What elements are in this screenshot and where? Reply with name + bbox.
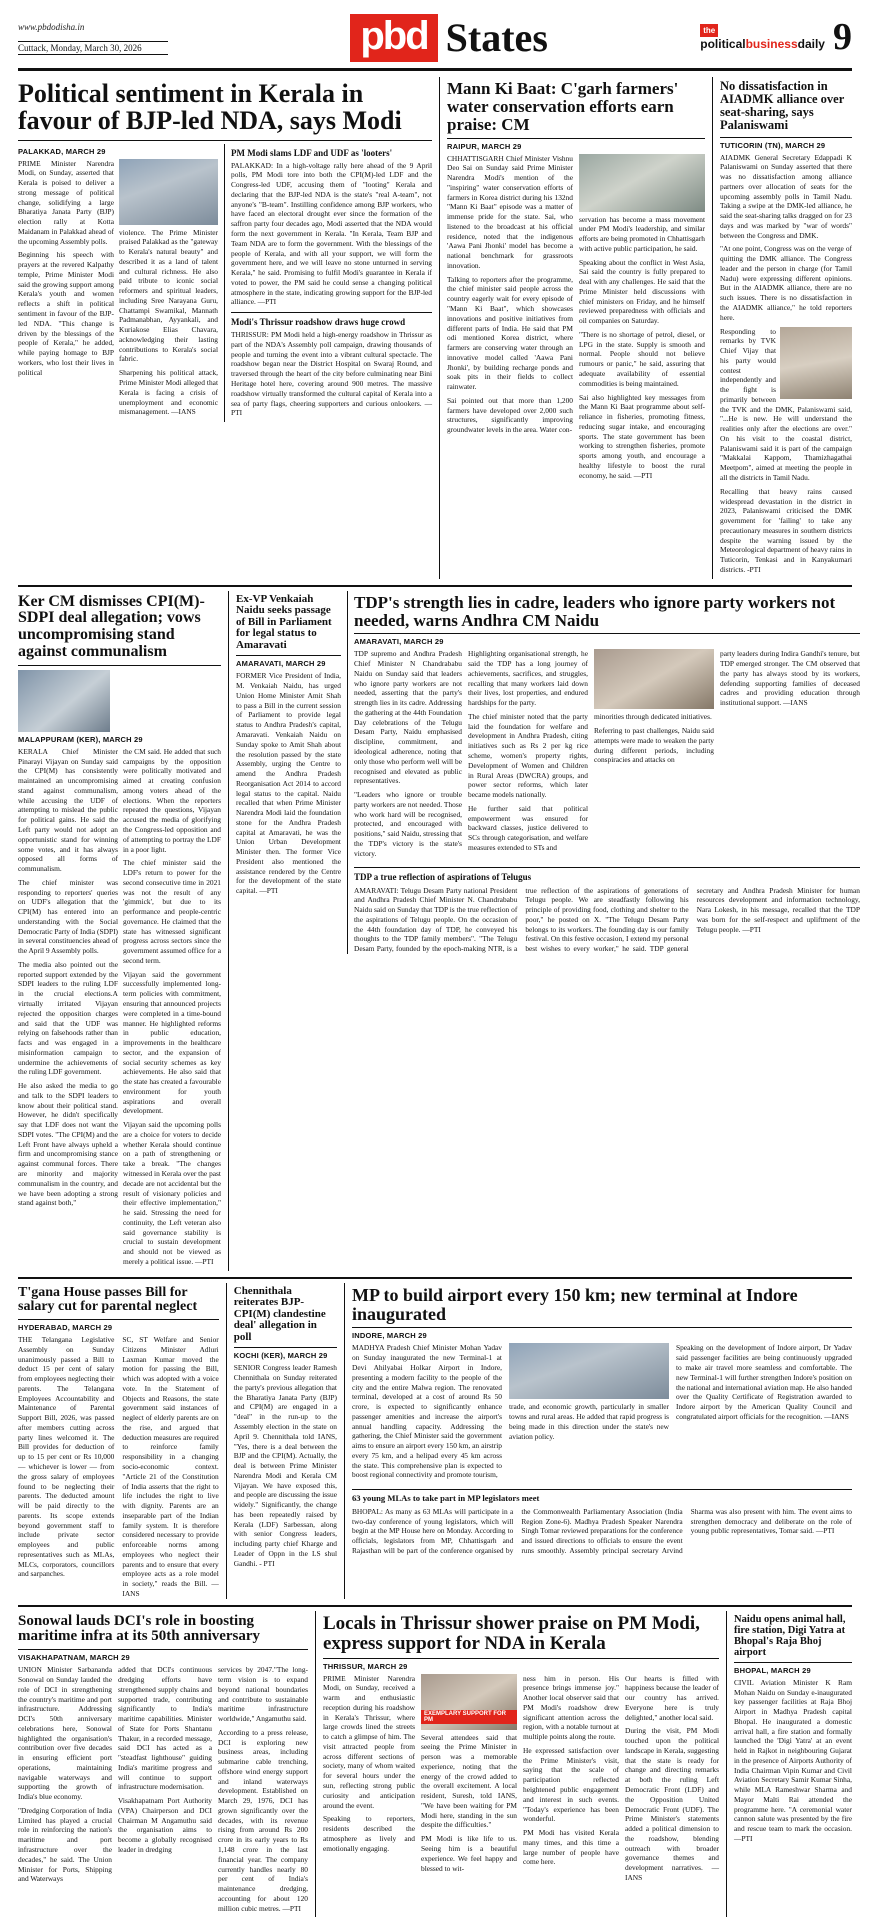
tdp-c1: minorities through dedicated initiatives. xyxy=(594,712,712,722)
lead-sub1-headline: PM Modi slams LDF and UDF as 'looters' xyxy=(231,147,393,158)
sonowal-p1: UNION Minister Sarbananda Sonowal on Sunday lauded the role of DCI in strengthening the country's maritime and port infrastructure. Addressing DCI's 50th anniversary celebrations here, Sonowal highlighted the organisation's contribution over five decades in ensuring efficient port operations, maintaining navigable waterways and supporting the growth of India's blue economy. xyxy=(18,1665,112,1802)
exvp-headline: Ex-VP Venkaiah Naidu seeks passage of Bill in Parliament for legal status to Amaravati xyxy=(236,592,332,651)
aiadmk-photo xyxy=(780,327,852,399)
thrissur-p3: Several attendees said that seeing the Prime Minister in person was a memorable experience, noting that the energy of the crowd added to the overall excitement. A local resident, Suresh, told IANS, "We have been waiting for PM Modi here, standing in the sun despite the difficulties." xyxy=(421,1732,517,1830)
kercm-p6: The chief minister said the LDF's return to power for the second consecutive time in 2021 was not the result of any 'gimmick', but due to its performance and people-centric governance. He claimed that the state has witnessed significant progress across sectors since the government assumed office for a second term. xyxy=(123,858,221,965)
chennithala-p1: SENIOR Congress leader Ramesh Chennithala on Sunday reiterated the party's previous allegation that the Bharatiya Janata Party (BJP) and CPI(M) are engaged in a "deal" in the run-up to the Assembly election in the state on April 9. Chennithala told IANS, "Yes, there is a deal between the BJP and the CPI(M). Actually, the deal is between Prime Minister Narendra Modi and Kerala CM Vijayan. We have exposed this, and people are discussing the issue widely." Significantly, the change has been repeatedly raised by Kerala (LDF) Sarbessan, along with senior Congress leaders, including party chief Kharge and Leader of Oppn in the LS shul Gandhi. - PTI xyxy=(233,1363,337,1568)
aiadmk-dateline: TUTICORIN (TN), MARCH 29 xyxy=(720,140,826,150)
thrissur-p2: Speaking to reporters, residents described the atmosphere as lively and emotionally engaging. xyxy=(323,1814,415,1853)
dateline: PALAKKAD, MARCH 29 xyxy=(18,146,106,156)
tdp-b1: Highlighting organisational strength, he said the TDP has a long journey of achievements, sacrifices, and struggles, recalling that many workers laid down their lives, lost properties, and endured hardships for the party. xyxy=(468,649,588,708)
mp-sub-body: BHOPAL: As many as 63 MLAs will participate in a two-day conference of young legislators, which will begin at the MP House here on Monday. According to officials, legislators from MP, Chhattisgarh and Rajasthan will be part of the conference organised by the Commonwealth Parliamentary Association (India Region Zone-6). Madhya Pradesh Speaker Narendra Singh Tomar reviewed preparations for the conference and issued directions to officials to ensure the event runs smoothly. Assembly principal secretary Arvind Sharma was also present with him. The event aims to strengthen democracy and deliberate on the role of young public representatives, Tomar said. —PTI xyxy=(352,1506,852,1555)
brand-wordmark xyxy=(700,23,825,51)
kercm-p2: The chief minister was responding to reporters' queries on UDF's allegation that the CPI(M) has entered into an understanding with the Social Democratic Party of India (SDPI) in several constituencies ahead of the April 9 Assembly polls. xyxy=(18,877,118,956)
thrissur-p1: PRIME Minister Narendra Modi, on Sunday, received a warm and enthusiastic reception during his roadshow in Kerala's Thrissur, where large crowds lined the streets to catch a glimpse of him. The visit attracted people from across different sections of society, many of whom waited for several hours under the sun, reflecting strong public curiosity and anticipation around the event. xyxy=(323,1673,415,1810)
thrissur-p5: ness him in person. His presence brings immense joy." Another local observer said that PM Modi's roadshow drew significant attention across the region, with a notable turnout at multiple points along the route. xyxy=(523,1673,619,1742)
kercm-p5: the CM said. He added that such campaigns by the opposition were politically motivated and aimed at creating confusion among voters ahead of the elections. When the reporters repeated the questions, Vijayan accused the media of glorifying the Congress-led opposition and of attempting to portray the LDF in a poor light. xyxy=(123,746,221,854)
naidu-dateline: BHOPAL, MARCH 29 xyxy=(734,1665,811,1675)
mann-p4: servation has become a mass movement under PM Modi's leadership, and similar efforts are being promoted in Chhattisgarh with active public participation, he said. xyxy=(579,214,705,253)
kercm-dateline: MALAPPURAM (KER), MARCH 29 xyxy=(18,734,143,744)
row-top xyxy=(18,77,852,579)
tdp-sub-headline: TDP a true reflection of aspirations of Telugus xyxy=(354,872,532,883)
sonowal-p5: services by 2047."The long-term vision is to expand beyond national boundaries and contribute to sustainable maritime infrastructure worldwide," Angamuthu said. xyxy=(218,1665,308,1724)
mann-p3: Sai pointed out that more than 1,200 farmers have developed over 2,000 such structures, significantly improving groundwater levels in the area. Water con- xyxy=(447,395,573,435)
sonowal-dateline: VISAKHAPATNAM, MARCH 29 xyxy=(18,1653,130,1663)
mpairport-p1: MADHYA Pradesh Chief Minister Mohan Yadav on Sunday inaugurated the new Terminal-1 at Devi Ahilyabai Holkar Airport in Indore, presenting a modern facility to the people of the city and the entire Malwa region. The renovated terminal, developed at a cost of around Rs 50 crore, is expected to significantly enhance passenger amenities and increase the airport's annual handling capacity. Addressing the gathering, the Chief Minister said the government aims to ensure an airport every 150 km, an airstrip every 75 km, and a helipad every 45 km across the state. This comprehensive plan is expected to boost regional connectivity and promote tourism, xyxy=(352,1343,502,1480)
tdp-b2: The chief minister noted that the party laid the foundation for welfare and development in Andhra Pradesh, citing initiatives such as Rs 2 per kg rice scheme, women's property rights, Development of Women and Children in Rural Areas (DWCRA) groups, and power sector reforms, which later became models nationally. xyxy=(468,711,588,800)
kercm-p7: Vijayan said the government successfully implemented long-term policies with commitment, ensuring that announced projects were completed in a time-bound manner. He highlighted reforms in public education, improvements in the healthcare sector, and the expansion of social security schemes as key achievements. He also said that the state has created a favourable environment for youth aspirations and overall development. xyxy=(123,969,221,1116)
mpairport-p2: trade, and economic growth, particularly in smaller towns and rural areas. He added that rapid progress is being made in this direction under the state's new aviation policy. xyxy=(509,1402,669,1441)
article-mp-airport xyxy=(344,1283,852,1599)
sonowal-p3: added that DCI's continuous dredging efforts have strengthened supply chains and supported trade, contributing significantly to India's maritime capabilities. Minister of State for Ports Shantanu Thakur, in a recorded message, said DCI has acted as a "steadfast lighthouse" guiding India's maritime progress and will continue to support infrastructure modernisation. xyxy=(118,1665,212,1792)
mpairport-photo xyxy=(509,1343,669,1399)
mann-p2: Talking to reporters after the programme, the chief minister said people across the country eagerly wait for every episode of "Mann Ki Baat", which showcases innovations and positive initiatives from different parts of India. He said that PM odi mentioned Korea district, where farmers are conserving water through an innovative model called 'Aawa Pani Jhonki', by building recharge ponds and soak pits in their fields to collect rainwater. xyxy=(447,274,573,392)
photo-banner: EXEMPLARY SUPPORT FOR PM xyxy=(421,1710,517,1724)
article-telangana xyxy=(18,1283,226,1599)
lead-p3: violence. The Prime Minister praised Palakkad as the "gateway to Kerala's natural beauty" and described it as a land of talent and cultural richness. He also paid tribute to iconic social reformers and spiritual leaders, including Sree Narayana Guru, Chattampi Swamikal, Mannath Padmanabhan, Ayyankali, and Kuriakose Elias Chavara, acknowledging their lasting contributions to Kerala's social fabric. xyxy=(119,227,218,364)
row-third xyxy=(18,1283,852,1599)
thrissur-p6: He expressed satisfaction over the Prime Minister's visit, saying that the scale of participation reflected heightened public engagement and interest in such events. "Today's experience has been wonderful. xyxy=(523,1745,619,1824)
tgana-p1: THE Telangana Legislative Assembly on Sunday unanimously passed a Bill to deduct 15 per cent of salary from employees neglecting their parents. The Telangana Employees Accountability and Maintenance of Parental Support Bill, 2026, was passed after members cutting across party lines welcomed it. The Bill provides for deduction of up to 15 per cent or Rs 10,000 — whichever is lower — from the gross salary of employees found to be neglecting their parents. The deducted amount will be paid directly to the parents. Its scope extends beyond government staff to include private sector employees and public representatives such as MLAs, MLCs, corporators, councillors and sarpanches. xyxy=(18,1335,115,1579)
row-bottom xyxy=(18,1611,852,1918)
lead-p4: Sharpening his political attack, Prime Minister Modi alleged that Kerala is facing a crisis of unemployment and economic mismanagement. —IANS xyxy=(119,368,218,417)
article-exvp xyxy=(236,591,347,954)
article-aiadmk xyxy=(712,77,852,579)
sonowal-p6: According to a press release, DCI is exploring new business areas, including submarine cable trenching, offshore wind energy support and inland waterways development. Established on March 29, 1976, DCI has grown significantly over the decades, with its revenue rising from around Rs 200 crore in its early years to Rs 1,148 crore in the last financial year. The company currently handles nearly 80 per cent of India's maintenance dredging, accounting for about 120 million cubic metres. —PTI xyxy=(218,1727,308,1913)
tgana-headline: T'gana House passes Bill for salary cut for parental neglect xyxy=(18,1284,198,1315)
thrissur-p9: During the visit, PM Modi touched upon the political landscape in Kerala, suggesting that the state is ready for change and directing remarks at both the ruling Left Democratic Front (LDF) and the Opposition United Democratic Front (UDF). The Prime Minister's statements added a political dimension to the roadshow, blending outreach with broader governance themes and development narratives. —IANS xyxy=(625,1726,719,1882)
mann-p6: "There is no shortage of petrol, diesel, or LPG in the state. Supply is smooth and normal. People should not believe rumours or panic," he said, assuring that adequate availability of essential commodities is being maintained. xyxy=(579,329,705,388)
tdp-a2: "Leaders who ignore or trouble party workers are not needed. Those who work hard will be recognised, protected, and encouraged with positions," said Naidu, stressing that the TDP's victory is the state's victory. xyxy=(354,790,462,858)
kercm-p8: Vijayan said the upcoming polls are a choice for voters to decide whether Kerala should continue on a path of strengthening or take a break. "The changes witnessed in Kerala over the past decade are not accidental but the result of visionary policies and their effective implementation," he said. Stressing the need for continuity, the Left veteran also said governance stability is crucial to sustain development and should not be viewed as merely a political issue. —PTI xyxy=(123,1120,221,1266)
mann-dateline: RAIPUR, MARCH 29 xyxy=(447,141,522,151)
article-naidu-bhopal xyxy=(726,1611,852,1918)
aiadmk-headline: No dissatisfaction in AIADMK alliance over seat-sharing, says Palaniswami xyxy=(720,79,845,133)
lead-p1: PRIME Minister Narendra Modi, on Sunday, asserted that Kerala is poised to deliver a strong message of political change, solidifying a large Bharatiya Janata Party (BJP) election rally at Kotta Maidanam in Palakkad ahead of the upcoming Assembly polls. xyxy=(18,158,114,246)
tdp-d1: party leaders during Indira Gandhi's tenure, but TDP emerged stronger. The CM observed that the party has always stood by its workers, defending supporting families of deceased cadres and providing education through institutional support. —IANS xyxy=(720,649,860,708)
kercm-p3: The media also pointed out the reported support extended by the SDPI leaders to the ruling LDF in the crucial elections.A virtually irritated Vijayan rejected the opposition charges and said that the UDF was relying on falsehoods rather than facts and was engaged in a misinformation campaign to undermine the achievements of the ruling LDF government. xyxy=(18,959,118,1077)
aiadmk-p3: Responding to remarks by TVK Chief Vijay that his party would contest independently and the fight is primarily between the TVK and the DMK, Palaniswami said, "...He is new. He will understand the realities only after the elections are over." On his visit to the coastal district, Palaniswami said it is part of the campaign "Makkalai Kappom, Thamizhagathai Meetpom", aimed at meeting the people in all the districts in Tamil Nadu. xyxy=(720,326,852,482)
masthead xyxy=(18,14,852,71)
thrissur-headline: Locals in Thrissur shower praise on PM Modi, express support for NDA in Kerala xyxy=(323,1612,700,1654)
mpairport-headline: MP to build airport every 150 km; new terminal at Indore inaugurated xyxy=(352,1284,798,1324)
masthead-left xyxy=(18,14,168,55)
lead-photo xyxy=(119,159,218,225)
mann-headline: Mann Ki Baat: C'garh farmers' water conservation efforts earn praise: CM xyxy=(447,79,679,134)
tdp-sub-body: AMARAVATI: Telugu Desam Party national President and Andhra Pradesh Chief Minister N. Chandrababu Naidu said on Sunday that TDP is the true reflection of the aspirations of Telugu people. On the occasion of the 44th foundation day of TDP, he conveyed his thoughts to the TDP family members". "The Telugu Desam Party, founded by the epoch-making NTR, is a true reflection of the aspirations of generations of Telugu people. We are steadfastly following his principle of providing food, clothing and shelter to the poor," he posted on X. "The Telugu Desam Party belongs to its workers. The founding day is our family festival. On this festive occasion, I extend my personal best wishes to every worker," he said. TDP general secretary and Andhra Pradesh Minister for human resources development and information technology, Nara Lokesh, in his message, recalled that the TDP was born for the self-respect and upliftment of the Telugu people. —PTI xyxy=(354,885,860,954)
exvp-p1: FORMER Vice President of India, M. Venkaiah Naidu, has urged Union Home Minister Amit Shah to pass a Bill in the current session of Parliament to provide legal status to Andhra Pradesh's capital, Amaravati. Venkaiah Naidu on Sunday spoke to Amit Shah about the resolution passed by the state Assembly, urging the Centre to amend the Andhra Pradesh Reorganisation Act 2014 to accord legal status to the capital. Naidu recalled that when Prime Minister Narendra Modi laid the foundation stone for the Andhra Pradesh capital at Amaravati, he was the Union Urban Development Minister then. The former Vice President also mentioned the assistance rendered by the Centre for the development of the state capital. —PTI xyxy=(236,671,341,896)
lead-p2: Beginning his speech with prayers at the revered Kalpathy temple, Prime Minister Modi said the growing support among Kerala's youth and women reflects a shift in political sentiment in favour of the BJP-led NDA. "This change is driven by the blessings of the people of Kerala," he added, while paying homage to BJP workers, who lost their lives in political xyxy=(18,250,114,377)
brand-political: political xyxy=(700,37,746,51)
masthead-logo-block xyxy=(350,14,548,62)
sonowal-p2: "Dredging Corporation of India Limited has played a crucial role in reinforcing the nation's maritime and port infrastructure over the decades," he said. The Union Minister for Ports, Shipping and Waterways xyxy=(18,1805,112,1884)
page-number: 9 xyxy=(832,16,852,58)
article-tdp xyxy=(347,591,860,954)
tdp-photo xyxy=(594,649,714,709)
sonowal-p4: Visakhapatnam Port Authority (VPA) Chairperson and DCI Chairman M Angamuthu said the organisation aims to become a globally recognised leader in dredging xyxy=(118,1796,212,1854)
mann-p7: Sai also highlighted key messages from the Mann Ki Baat programme about self-reliance in fisheries, promoting fitness, reducing sugar intake, and encouraging sports. The state government has been working to strengthen fisheries, promote sports among youth, and encourage a healthy lifestyle to boost the rural economy, he said. —PTI xyxy=(579,392,705,480)
tdp-a1: TDP supremo and Andhra Pradesh Chief Minister N Chandrababu Naidu on Sunday said that leaders who ignore party workers are not needed, asserting that the party's strength lies in its cadre. Addressing the gathering at the 44th Foundation Day celebrations of the Telugu Desam Party, Naidu emphasised discipline, commitment, and ideological adherence, noting that only those who perform well will be recognised and elevated as public representatives. xyxy=(354,649,462,786)
aiadmk-p2: "At one point, Congress was on the verge of quitting the DMK alliance. The Congress leader and the person in charge (for Tamil Nadu) were expressing different opinions. But in the AIADMK alliance, there are no such issues. There is no dissatisfaction in the AIADMK alliance," he told reporters here. xyxy=(720,244,852,322)
mann-p5: Speaking about the conflict in West Asia, Sai said the country is fully prepared to deal with any challenges. He said that the Prime Minister held discussions with chief ministers on Friday, and he himself reviewed preparedness with officials and oil companies on Saturday. xyxy=(579,257,705,326)
exvp-dateline: AMARAVATI, MARCH 29 xyxy=(236,659,326,669)
section-title: States xyxy=(445,15,548,60)
page-title: Political sentiment in Kerala in favour of BJP-led NDA, says Modi xyxy=(18,79,402,135)
tgana-dateline: HYDERABAD, MARCH 29 xyxy=(18,1323,113,1333)
mpairport-p3: Speaking on the development of Indore airport, Dr Yadav said passenger facilities are being continuously upgraded to make air travel more seamless and comfortable. The new Terminal-1 will further strengthen Indore's position on the national and international aviation map. He also handed over the Quality Certificate of Registration awarded to Indore airport by the American Quality Council and congratulated airport officials for the recognition. —IANS xyxy=(676,1343,852,1421)
lead-sub2-headline: Modi's Thrissur roadshow draws huge crowd xyxy=(231,317,406,328)
pbd-logo: pbd xyxy=(350,14,437,62)
aiadmk-p1: AIADMK General Secretary Edappadi K Palaniswami on Sunday asserted that there was no dissatisfaction among alliance partners over allocation of seats for the upcoming assembly polls in Tamil Nadu. Taking a swipe at the DMK-led alliance, he said the seat-sharing talks dragged on for 23 days and was marked by "war of words" between the Congress and DMK. xyxy=(720,152,852,240)
aiadmk-p4: Recalling that heavy rains caused widespread devastation in the district in 2023, Palaniswami criticised the DMK government for 'failing' to take any precautionary measures in southern districts despite the warning issued by the Meteorological department of heavy rains in Tuticorin, Tenkasi and in Kanyakumari districts. -PTI xyxy=(720,486,852,574)
website-url: www.pbdodisha.in xyxy=(18,22,85,32)
mpairport-dateline: INDORE, MARCH 29 xyxy=(352,1331,427,1341)
tgana-p2: SC, ST Welfare and Senior Citizens Minister Adluri Laxman Kumar moved the motion for passing the Bill, which was adopted with a voice vote. In the Statement of Objects and Reasons, the state government said instances of neglect of elderly parents are on the rise, and argued that deduction measures are required to reinforce family responsibility in a changing socio-economic context. "Article 21 of the Constitution of India asserts that the right to life includes the right to live with dignity. Parents are an inseparable part of the Indian family system. It is therefore considered necessary to provide enforceable norms among employees who neglect their parents and to ensure that every employee acts as a role model in society," reads the Bill. —IANS xyxy=(122,1335,219,1598)
kercm-headline: Ker CM dismisses CPI(M)-SDPI deal allegation; vows uncompromising stand against communalism xyxy=(18,592,205,661)
mp-sub-headline: 63 young MLAs to take part in MP legislators meet xyxy=(352,1493,540,1504)
lead-sub2-body: THRISSUR: PM Modi held a high-energy roadshow in Thrissur as part of the NDA's Assembly poll campaign, drawing thousands of people and turning the event into a vibrant cultural spectacle. The roadshow began near the District Hospital on Swaraj Round, and traversed through the heart of the city before culminating near Bini Heritage hotel here, covering around 900 metres. The massive roadshow virtually transformed the cultural capital of Kerala into a sea of party flags, cheering supporters and curious onlookers. —PTI xyxy=(231,330,432,418)
thrissur-dateline: THRISSUR, MARCH 29 xyxy=(323,1661,408,1671)
thrissur-p4: PM Modi is like life to us. Seeing him is a beautiful experience. We feel happy and blessed to wit- xyxy=(421,1834,517,1873)
chennithala-dateline: KOCHI (KER), MARCH 29 xyxy=(233,1351,328,1361)
kercm-photo xyxy=(18,670,110,732)
thrissur-p7: PM Modi has visited Kerala many times, and this time a large number of people have come here. xyxy=(523,1828,619,1867)
tdp-dateline: AMARAVATI, MARCH 29 xyxy=(354,637,444,647)
sonowal-headline: Sonowal lauds DCI's role in boosting maritime infra at its 50th anniversary xyxy=(18,1612,261,1645)
brand-the: the xyxy=(700,24,718,37)
article-thrissur xyxy=(315,1611,726,1918)
tdp-headline: TDP's strength lies in cadre, leaders who ignore party workers not needed, warns Andhra CM Naidu xyxy=(354,592,836,630)
article-kerala-cm xyxy=(18,591,228,1271)
naidu-headline: Naidu opens animal hall, fire station, Digi Yatra at Bhopal's Raja Bhoj airport xyxy=(734,1613,846,1658)
brand-daily: daily xyxy=(797,37,825,51)
row-middle xyxy=(18,591,860,1271)
kercm-p1: KERALA Chief Minister Pinarayi Vijayan on Sunday said the CPI(M) has consistently maintained an uncompromising stand against communalism, while accusing the UDF of attempting to mislead the public for political gains. He said the Left party would not adopt an opportunistic stand for winning some votes, and it has always opposed all forms of communalism. xyxy=(18,746,118,874)
lead-sub1-body: PALAKKAD: In a high-voltage rally here ahead of the 9 April polls, PM Modi tore into both the CPI(M)-led LDF and the Congress-led UDF, accusing them of "looting" Kerala and declaring that the BJP-led NDA is the state's "real A-team", not anyone's "B-team". Instilling confidence among BJP workers, who have faced an electoral drought ever since the formation of the saffron party four decades ago, Modi asserted that the NDA would form the next government in Kerala. "In Kerala, Team BJP and Team NDA are to form the government. With the blessings of the people of Kerala, and with all your support, we will form the government here, and we will leave no stone unturned in serving Kerala," he said. Promising to fulfil Modi's guarantee in Kerala if voted to power, the PM said he could sense a changing political atmosphere in the state, indicating growing support for the BJP-led alliance. —PTI xyxy=(231,160,432,307)
thrissur-p8: Our hearts is filled with happiness because the leader of our country has arrived. Everyone here is truly delighted," another local said. xyxy=(625,1673,719,1722)
mann-photo xyxy=(579,154,705,212)
tdp-b3: He further said that political empowerment was ensured for backward classes, justice delivered to SCs through categorisation, and welfare measures extended to STs and xyxy=(468,803,588,852)
mann-p1: CHHATTISGARH Chief Minister Vishnu Deo Sai on Sunday said Prime Minister Narendra Modi's mention of the "inspiring" water conservation efforts of farmers in Korea district during his 132nd "Mann Ki Baat" episode was a matter of immense pride for the state. Sai, who listened to the broadcast at his official residence, noted that the indigenous 'Aawa Pani Jhonki' model has become a national benchmark for grassroots innovation. xyxy=(447,153,573,270)
brand-business: business xyxy=(745,37,798,51)
row-middle-right xyxy=(228,591,860,1271)
naidu-p1: CIVIL Aviation Minister K Ram Mohan Naidu on Sunday e-inaugurated key passenger facilities at Raja Bhoj Airport in Madhya Pradesh capital Bhopal. He inaugurated a domestic arrival hall, a fire station and formally launched the 'Digi Yatra' at an event held in Rajkot in neighbouring Gujarat in the presence of Airports Authority of India Chairman Vipin Kumar and Civil Aviation Secretary Samir Kumar Sinha, while MLA Rameshwar Sharma and Mayor Malti Rai attended the programme here. "A ceremonial water cannon salute was presented by the fire and rescue team to mark the occasion. —PTI xyxy=(734,1677,852,1844)
article-mann-ki-baat xyxy=(439,77,712,579)
thrissur-photo xyxy=(421,1674,517,1730)
edition-date: Cuttack, Monday, March 30, 2026 xyxy=(18,41,168,55)
article-lead xyxy=(18,77,439,579)
masthead-right xyxy=(700,14,852,58)
tdp-c2: Referring to past challenges, Naidu said attempts were made to weaken the party during different periods, including conspiracies and attacks on xyxy=(594,726,714,765)
article-sonowal xyxy=(18,1611,315,1918)
kercm-p4: He also asked the media to go and talk to the SDPI leaders to know about their political stand. However, he didn't specifically say that LDF does not want the SDPI votes. "The CPI(M) and the Left Front have always upheld a firm and uncompromising stance against communal forces. There are minority and majority communalism in the country, and we have been adopting a strong stand against both," xyxy=(18,1081,118,1208)
article-chennithala xyxy=(226,1283,344,1599)
chennithala-headline: Chennithala reiterates BJP-CPI(M) clandestine deal' allegation in poll xyxy=(233,1284,326,1343)
